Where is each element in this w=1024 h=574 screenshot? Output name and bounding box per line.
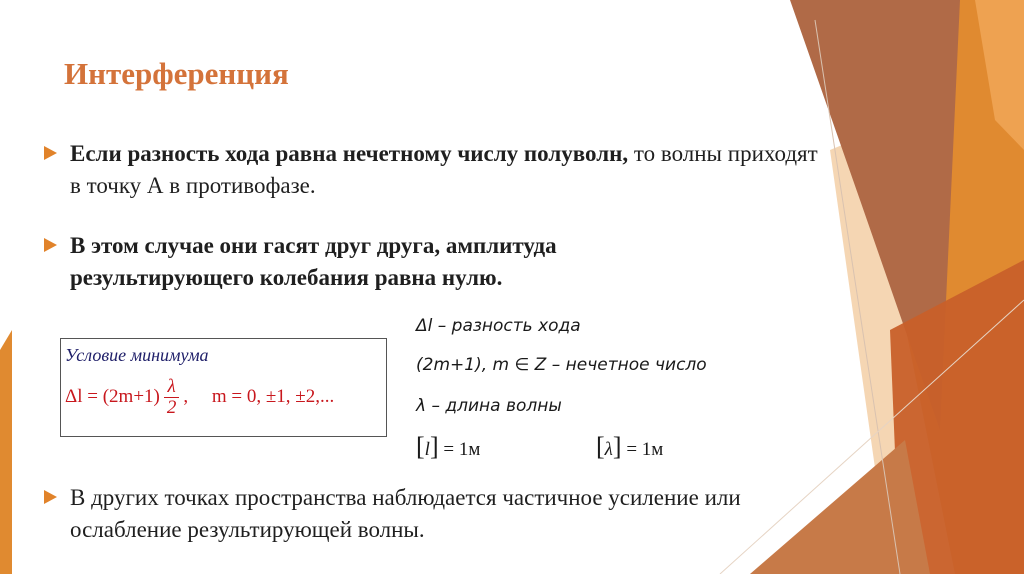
slide-title: Интерференция: [64, 56, 289, 91]
bullet-2: [44, 230, 744, 294]
bullet-1-bold: Если разность хода равна нечетному числу полуволн,: [70, 141, 629, 166]
legend-line-odd-number: (2m+1), m ∈ Z – нечетное число: [416, 355, 707, 375]
unit-lambda-value: = 1м: [626, 439, 664, 460]
bullet-2-text: В этом случае они гасят друг друга, амплитуда результирующего колебания равна нулю.: [70, 233, 557, 290]
bullet-arrow-icon: [44, 238, 57, 252]
bracket-open: [: [416, 432, 425, 461]
unit-l: [416, 432, 480, 462]
formula-left: Δl = (2m+1): [65, 385, 160, 407]
bullet-1: [44, 138, 824, 202]
formula-right: , m = 0, ±1, ±2,...: [183, 385, 335, 407]
minimum-formula: [65, 377, 334, 418]
legend-line-wavelength: λ – длина волны: [416, 396, 562, 416]
bullet-arrow-icon: [44, 146, 57, 160]
formula-fraction: [164, 377, 180, 418]
bracket-open: [: [596, 432, 605, 461]
bullet-arrow-icon: [44, 490, 57, 504]
unit-l-symbol: l: [424, 439, 430, 460]
bullet-1-normal: то волны приходят в точку А в противофазе.: [70, 141, 818, 198]
bullet-3: [44, 482, 784, 546]
fraction-numerator: λ: [164, 377, 180, 398]
minimum-condition-box: [60, 338, 387, 437]
unit-lambda: [596, 432, 663, 462]
bullet-3-text: В других точках пространства наблюдается частичное усиление или ослабление результирующей волны.: [70, 485, 741, 542]
fraction-denominator: 2: [166, 397, 177, 418]
bracket-close: ]: [429, 432, 439, 461]
legend-line-path-difference: Δl – разность хода: [416, 316, 581, 336]
unit-lambda-symbol: λ: [604, 439, 613, 460]
unit-l-value: = 1м: [443, 439, 481, 460]
bullet-1-text: [70, 138, 824, 202]
deco-left-edge-shard: [0, 330, 12, 574]
condition-label: Условие минимума: [65, 345, 209, 365]
bracket-close: ]: [612, 432, 622, 461]
